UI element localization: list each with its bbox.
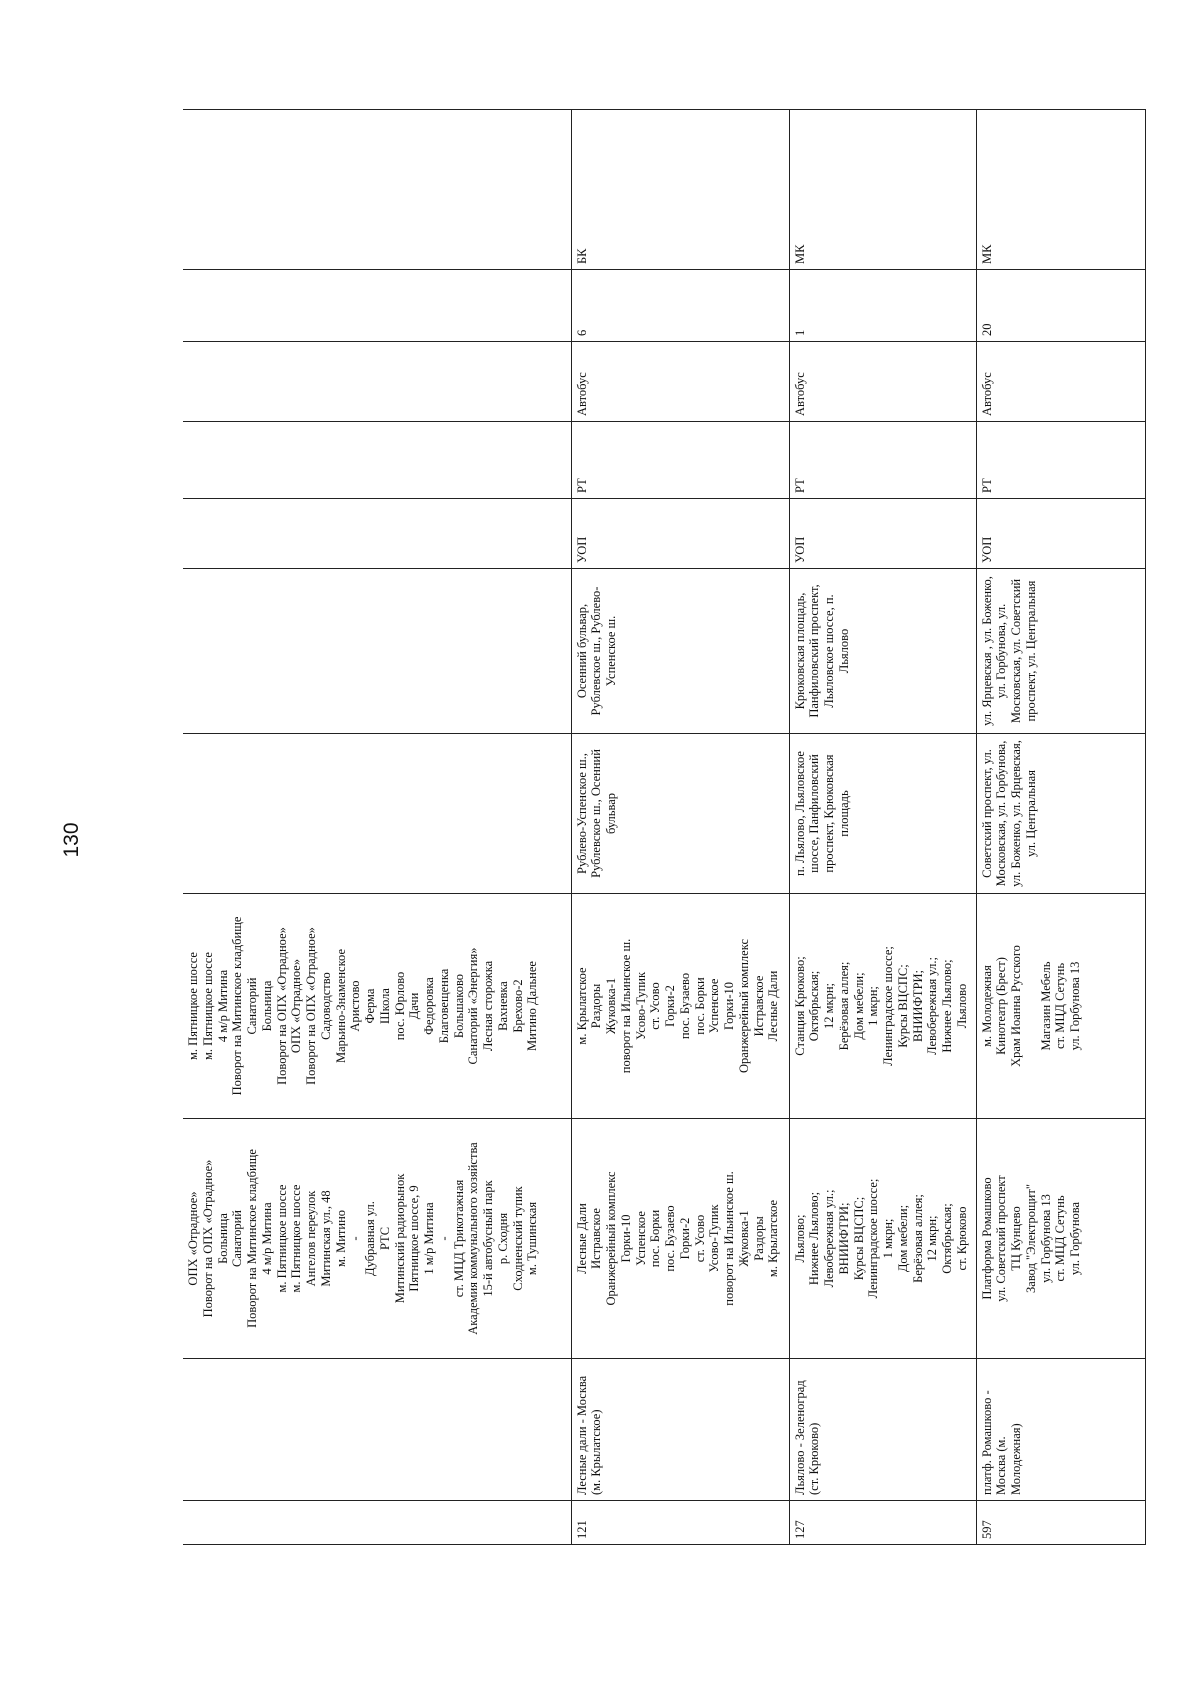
stop-item: 4 м/р Митина	[215, 969, 230, 1043]
cell-tariff	[183, 422, 571, 499]
stop-item: ст. Усово	[692, 1214, 707, 1263]
table-row	[183, 110, 571, 1545]
cell-stops_fwd	[183, 1119, 571, 1359]
stop-item: РТС	[377, 1226, 392, 1251]
stop-item: м. Пятницкое шоссе	[289, 1184, 304, 1293]
stop-item: Лесные Дали	[574, 1203, 589, 1274]
cell-stops_back	[571, 894, 789, 1119]
cell-streets-back: Осенний бульвар, Рублевское ш., Рублево-Успенское ш.	[571, 569, 789, 734]
cell-num: 597	[976, 1501, 1145, 1545]
cell-count: 6	[571, 270, 789, 342]
cell-name: платф. Ромашково - Москва (м. Молодежная)	[976, 1359, 1145, 1501]
stop-item: Больница	[215, 1213, 230, 1264]
stop-item: Ферма	[363, 988, 377, 1024]
table-row	[789, 110, 976, 1545]
stop-item: ВНИИФТРИ;	[836, 1202, 851, 1275]
cell-count: 1	[789, 270, 976, 342]
cell-stops_fwd	[789, 1119, 976, 1359]
stop-item: Санаторий «Энергия»	[466, 947, 481, 1065]
cell-order: УОП	[571, 499, 789, 569]
stop-item: Поворот на Митинское кладбище	[230, 916, 245, 1096]
stop-item: Истравское	[589, 1208, 604, 1269]
cell-vehicle	[183, 342, 571, 422]
route-table	[183, 109, 1146, 1545]
stop-item: м. Молодежная	[979, 965, 994, 1047]
cell-tariff: РТ	[789, 422, 976, 499]
stop-item: 1 м/р Митина	[422, 1202, 436, 1275]
cell-stops_back	[183, 894, 571, 1119]
cell-streets-fwd	[183, 734, 571, 894]
cell-stops_fwd	[571, 1119, 789, 1359]
cell-streets-back	[183, 569, 571, 734]
cell-count: 20	[976, 270, 1145, 342]
cell-name: Льялово - Зеленоград (ст. Крюково)	[789, 1359, 976, 1501]
page-number	[52, 810, 92, 870]
cell-name	[183, 1359, 571, 1501]
stop-item: Горки-10	[618, 1214, 633, 1263]
stop-item: Дом мебели;	[895, 1204, 910, 1273]
cell-num	[183, 1501, 571, 1545]
stop-item: Лесные Дали	[766, 970, 781, 1042]
stop-item: Санаторий	[245, 977, 259, 1035]
stop-item: Горки-10	[722, 981, 736, 1031]
stop-item: Санаторий	[230, 1210, 245, 1267]
stop-item: Октябрьская;	[807, 970, 822, 1042]
stop-item: Лесная сторожка	[481, 960, 495, 1052]
stop-item: Платформа Ромашково	[979, 1177, 994, 1300]
stop-item: Пятницкое шоссе, 9	[407, 1185, 422, 1292]
stop-item: Успенское	[707, 978, 722, 1034]
stop-item: Раздоры	[589, 983, 604, 1029]
cell-streets-fwd: п. Льялово, Льяловское шоссе, Панфиловский проспект, Крюковская площадь	[789, 734, 976, 894]
stop-item: 12 мкрн;	[925, 1215, 940, 1262]
stop-item: Митинский радиорынок	[392, 1173, 407, 1304]
stop-item: пос. Борки	[648, 1209, 663, 1268]
table-row	[571, 110, 789, 1545]
stop-item: Аристово	[348, 980, 363, 1032]
cell-num: 127	[789, 1501, 976, 1545]
stop-item: Магазин Мебель	[1038, 961, 1053, 1051]
stop-item: Большаково	[451, 973, 466, 1039]
cell-class	[183, 110, 571, 270]
stop-item: Марьино-Знаменское	[333, 949, 348, 1063]
table-row	[976, 110, 1145, 1545]
stop-item: Курсы ВЦСПС;	[895, 964, 910, 1048]
stop-item: м. Митино	[333, 1209, 348, 1268]
cell-vehicle: Автобус	[571, 342, 789, 422]
stop-item: Нижнее Льялово;	[807, 1191, 822, 1286]
stop-item: ст. Крюково	[954, 1206, 969, 1271]
stop-item: Школа	[377, 988, 392, 1024]
rotated-route-table	[183, 110, 1145, 1545]
stop-item: Жуковка-1	[604, 977, 618, 1035]
stop-item: Успенское	[633, 1211, 648, 1266]
stop-item: Октябрьская;	[940, 1203, 954, 1274]
stop-item: ул. Советский проспект	[994, 1175, 1009, 1302]
stop-item: 12 мкрн;	[822, 982, 836, 1030]
stop-item: ул. Горбунова	[1068, 1201, 1082, 1276]
stop-item: ТЦ Кунцево	[1009, 1206, 1023, 1271]
stop-item: Льялово	[954, 983, 969, 1029]
stop-item: Левобережная ул.;	[822, 1189, 836, 1288]
cell-order: УОП	[789, 499, 976, 569]
cell-streets-fwd: Советский проспект, ул. Московская, ул. Горбунова, ул. Боженко, ул. Ярцевская, ул. Центральная	[976, 734, 1145, 894]
stop-item: ст. Усово	[648, 982, 663, 1030]
stop-item: Ленинградское шоссе;	[881, 946, 895, 1066]
stop-item: Жуковка-1	[736, 1210, 751, 1267]
stop-item: Усово-Тупик	[707, 1204, 722, 1273]
stop-item: Берёзовая аллея;	[910, 1194, 925, 1283]
stop-item: Ленинградское шоссе;	[866, 1178, 881, 1299]
stop-item: Станция Крюково;	[792, 956, 807, 1056]
stop-item: Благовещенка	[436, 968, 451, 1044]
stop-item: -	[436, 1236, 451, 1241]
stop-item: ст. МЦД Сетунь	[1053, 962, 1068, 1050]
stop-item: Сходненский тупик	[510, 1186, 525, 1291]
stop-item: поворот на Ильинское ш.	[618, 938, 633, 1074]
stop-item: пос. Бузаево	[677, 972, 692, 1040]
stop-item: Курсы ВЦСПС;	[851, 1196, 866, 1281]
stop-item: Митино Дальнее	[525, 961, 540, 1051]
cell-stops_back	[789, 894, 976, 1119]
stop-item: поворот на Ильинское ш.	[722, 1171, 736, 1306]
stop-item: м. Крылатское	[766, 1199, 781, 1278]
stop-item: Истравское	[751, 975, 766, 1037]
stop-item: Нижнее Льялово;	[940, 959, 954, 1053]
stop-item: 15-й автобусный парк	[481, 1180, 495, 1297]
stop-item: пос. Борки	[692, 977, 707, 1035]
stop-item: р. Сходня	[495, 1212, 510, 1265]
stop-item: Храм Иоанна Русского	[1009, 945, 1023, 1067]
stop-item: Оранжерейный комплекс	[604, 1171, 618, 1306]
cell-tariff: РТ	[976, 422, 1145, 499]
stop-item: ВНИИФТРИ;	[910, 969, 925, 1043]
stop-item: Ангелов переулок	[304, 1190, 318, 1287]
cell-tariff: РТ	[571, 422, 789, 499]
stop-item: ул. Горбунова 13	[1068, 961, 1082, 1051]
stop-item: 1 мкрн;	[866, 986, 881, 1026]
stop-item: Завод "Электрощит"	[1023, 1184, 1038, 1293]
stop-item: м. Пятницкое шоссе	[200, 952, 215, 1060]
stop-item: м. Крылатское	[574, 967, 589, 1045]
stop-item: ул. Горбунова 13	[1038, 1194, 1053, 1283]
cell-vehicle: Автобус	[976, 342, 1145, 422]
cell-name: Лесные дали - Москва (м. Крылатское)	[571, 1359, 789, 1501]
stop-item: ОПХ «Отрадное»	[186, 1191, 200, 1286]
cell-class: МК	[976, 110, 1145, 270]
stop-item: Льялово;	[792, 1214, 807, 1263]
stop-item: Поворот на ОПХ «Отрадное»	[274, 927, 289, 1085]
stop-item: пос. Бузаево	[663, 1205, 677, 1272]
stop-item: ст. МЦД Сетунь	[1053, 1195, 1068, 1282]
stop-item: Поворот на Митинское кладбище	[245, 1149, 259, 1328]
stop-item: Горки-2	[677, 1217, 692, 1260]
stop-item	[1024, 899, 1039, 1113]
stop-item: Левобережная ул.;	[925, 957, 940, 1055]
stop-item: м. Пятницкое шоссе	[274, 1184, 289, 1293]
stop-item: Поворот на ОПХ «Отрадное»	[200, 1159, 215, 1318]
cell-stops_back	[976, 894, 1145, 1119]
stop-item: Усово-Тупик	[633, 971, 648, 1041]
cell-num: 121	[571, 1501, 789, 1545]
cell-streets-back: Крюковская площадь, Панфиловский проспект, Льяловское шоссе, п. Льялово	[789, 569, 976, 734]
stop-item: Дом мебели;	[851, 972, 866, 1040]
page-number-text: 130	[60, 822, 83, 858]
cell-class: МК	[789, 110, 976, 270]
cell-stops_fwd	[976, 1119, 1145, 1359]
stop-item: м. Пятницкое шоссе	[186, 952, 200, 1060]
cell-streets-fwd: Рублево-Успенское ш., Рублевское ш., Осенний бульвар	[571, 734, 789, 894]
stop-item: Оранжерейный комплекс	[736, 938, 751, 1074]
cell-count	[183, 270, 571, 342]
cell-streets-back: ул. Ярцевская , ул. Боженко, ул. Горбунова, ул. Московская, ул. Советский проспект, ул. Центральная	[976, 569, 1145, 734]
cell-vehicle: Автобус	[789, 342, 976, 422]
stop-item: Раздоры	[751, 1216, 766, 1261]
stop-item: -	[348, 1236, 363, 1241]
stop-item: Федоровка	[422, 977, 436, 1035]
stop-item: Митинская ул., 48	[318, 1190, 333, 1287]
stop-item: пос. Юрлово	[392, 971, 407, 1041]
stop-item: Дубравная ул.	[363, 1201, 377, 1276]
stop-item: 4 м/р Митина	[259, 1202, 274, 1275]
cell-class: БК	[571, 110, 789, 270]
stop-item: Больница	[259, 980, 274, 1032]
stop-item: Берёзовая аллея;	[836, 961, 851, 1051]
stop-item: м. Тушинская	[525, 1201, 540, 1276]
cell-order: УОП	[976, 499, 1145, 569]
stop-item: ОПХ «Отрадное»	[289, 958, 304, 1054]
stop-item: Брехово-2	[510, 979, 525, 1033]
stop-item: 1 мкрн;	[881, 1218, 895, 1259]
stop-item: Вахневка	[495, 981, 510, 1031]
stop-item: Поворот на ОПХ «Отрадное»	[304, 927, 318, 1085]
cell-order	[183, 499, 571, 569]
stop-item: Академия коммунального хозяйства	[466, 1142, 481, 1335]
stop-item: Горки-2	[663, 985, 677, 1027]
stop-item: Кинотеатр (Брест)	[994, 957, 1009, 1055]
stop-item: Садоводство	[318, 972, 333, 1040]
stop-item: Дачи	[407, 992, 422, 1020]
stop-item: ст. МЦД Трикотажная	[451, 1179, 466, 1298]
